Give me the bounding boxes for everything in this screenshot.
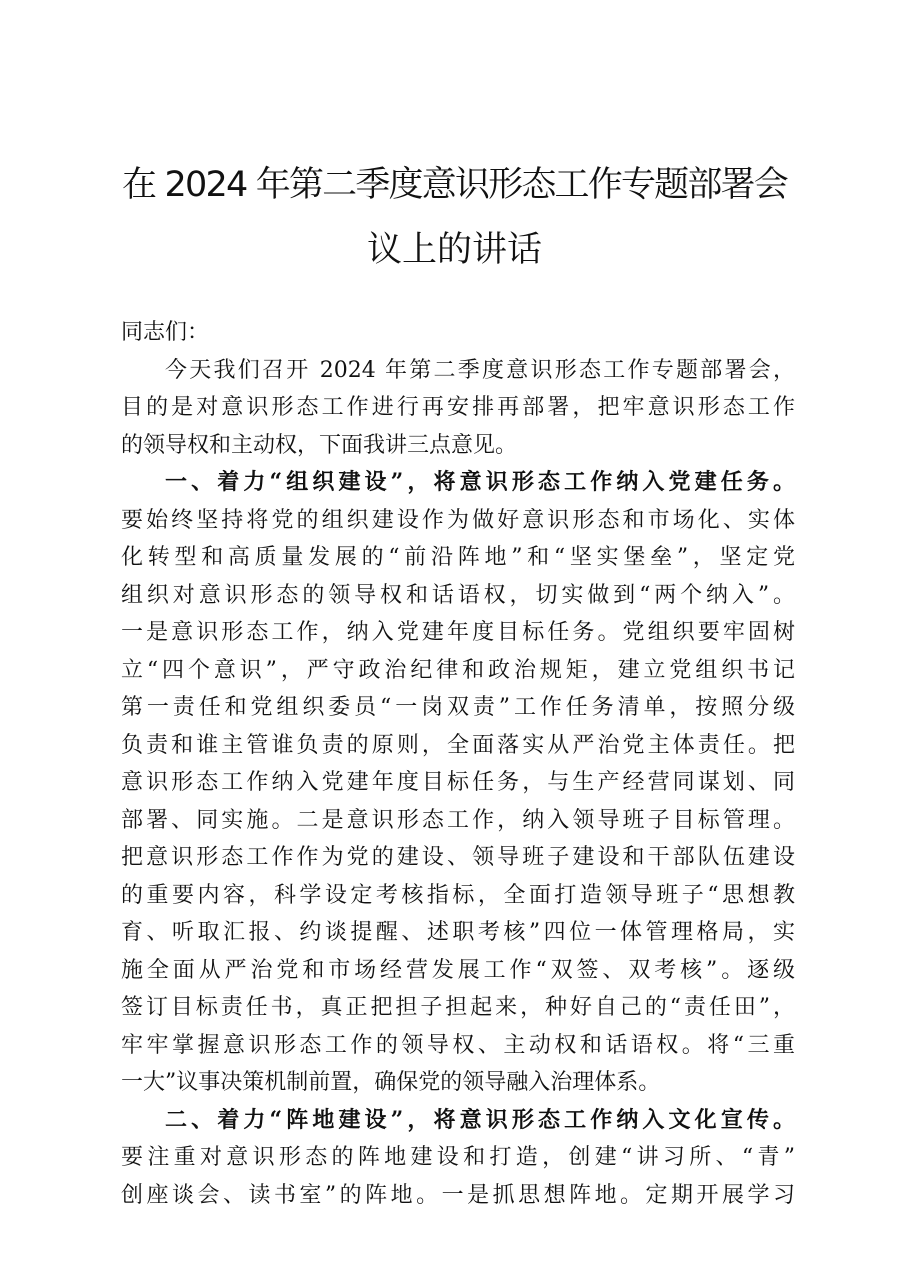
body-line: 意识形态工作纳入党建年度目标任务，与生产经营同谋划、同 (121, 770, 795, 795)
body-line: 的领导权和主动权，下面我讲三点意见。 (121, 432, 518, 458)
body-line: 要注重对意识形态的阵地建设和打造，创建“讲习所、“青” (121, 1145, 795, 1170)
body-line: 组织对意识形态的领导权和话语权，切实做到“两个纳入”。 (121, 582, 795, 608)
body-line: 要始终坚持将党的组织建设作为做好意识形态和市场化、实体 (121, 507, 795, 533)
body-line: 一是意识形态工作，纳入党建年度目标任务。党组织要牢固树 (121, 620, 795, 645)
body-line: 目的是对意识形态工作进行再安排再部署，把牢意识形态工作 (121, 395, 795, 420)
body-line: 牢牢掌握意识形态工作的领导权、主动权和话语权。将“三重 (121, 1032, 795, 1058)
body-line: 部署、同实施。二是意识形态工作，纳入领导班子目标管理。 (121, 807, 795, 833)
body-line: 今天我们召开 2024 年第二季度意识形态工作专题部署会， (165, 357, 795, 383)
body-line: 育、听取汇报、约谈提醒、述职考核”四位一体管理格局，实 (121, 920, 795, 945)
body-line: 的重要内容，科学设定考核指标，全面打造领导班子“思想教 (121, 882, 795, 908)
document-body (121, 314, 795, 1214)
body-line: 施全面从严治党和市场经营发展工作“双签、双考核”。逐级 (121, 957, 795, 983)
section-heading-2: 二、着力“阵地建设”，将意识形态工作纳入文化宣传。 (165, 1106, 795, 1133)
body-line: 创座谈会、读书室”的阵地。一是抓思想阵地。定期开展学习 (121, 1182, 795, 1208)
body-line: 签订目标责任书，真正把担子担起来，种好自己的“责任田”， (121, 995, 795, 1020)
document-title-line-1: 在 2024 年第二季度意识形态工作专题部署会 (122, 165, 787, 205)
body-line: 第一责任和党组织委员“一岗双责”工作任务清单，按照分级 (121, 695, 795, 720)
body-line: 一大”议事决策机制前置，确保党的领导融入治理体系。 (121, 1070, 661, 1095)
body-line: 把意识形态工作作为党的建设、领导班子建设和干部队伍建设 (121, 845, 795, 870)
body-line: 立“四个意识”，严守政治纪律和政治规矩，建立党组织书记 (121, 657, 795, 683)
document-title-line-2: 议上的讲话 (366, 230, 542, 270)
salutation: 同志们： (121, 320, 210, 345)
body-line: 负责和谁主管谁负责的原则，全面落实从严治党主体责任。把 (121, 732, 795, 758)
section-heading-1: 一、着力“组织建设”，将意识形态工作纳入党建任务。 (165, 469, 795, 495)
body-line: 化转型和高质量发展的“前沿阵地”和“坚实堡垒”，坚定党 (121, 545, 795, 570)
